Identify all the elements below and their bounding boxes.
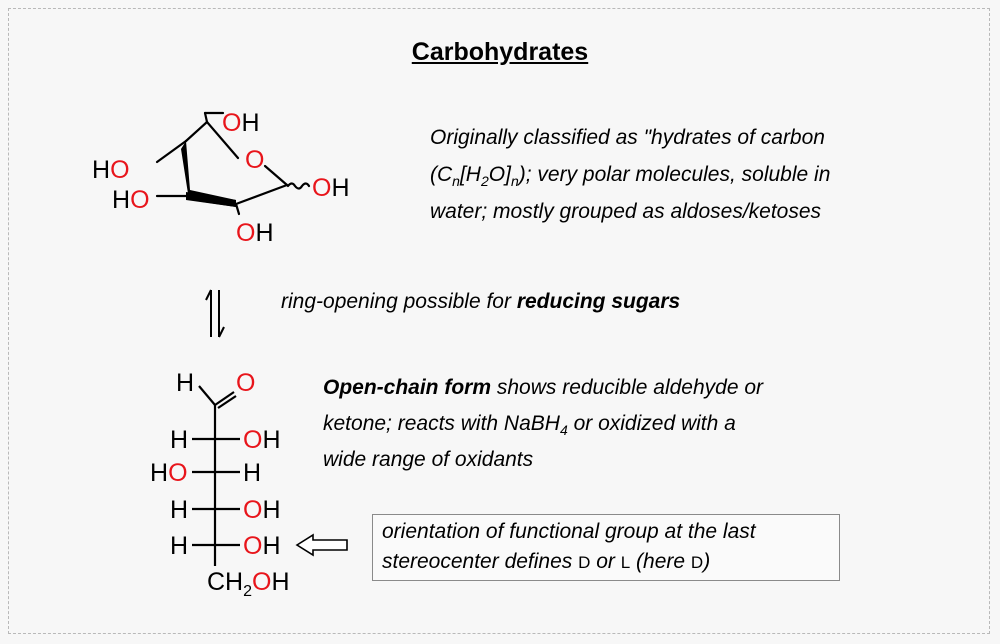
ring-c3-ho-label: HO <box>112 186 150 214</box>
fischer-c6-ch2oh: $CH_2OH$ <box>207 568 290 600</box>
fischer-c2-right: OH <box>243 426 281 454</box>
description-1-line3: water; mostly grouped as aldoses/ketoses <box>430 200 822 223</box>
description-2-line3: wide range of oxidants <box>323 448 534 471</box>
equilibrium-arrows <box>206 290 224 337</box>
diagram-title: Carbohydrates <box>411 38 589 66</box>
equilibrium-text: ring-opening possible for reducing sugars <box>281 290 681 313</box>
ring-ch2oh-label: OH <box>222 109 260 137</box>
ring-bold-bond <box>186 192 236 207</box>
ring-c4-ho-label: HO <box>92 156 130 184</box>
fischer-c5-left: H <box>170 532 189 560</box>
description-open-chain <box>323 370 883 478</box>
ring-oxygen-label: O <box>245 146 265 174</box>
fischer-c3-left: HO <box>150 459 188 487</box>
note-line1: orientation of functional group at the last <box>382 520 756 543</box>
ring-c2-oh-label: OH <box>236 219 274 247</box>
description-1-line1: Originally classified as "hydrates of carbon <box>430 126 825 149</box>
fischer-c4-left: H <box>170 496 189 524</box>
description-2-line1: Open-chain form shows reducible aldehyde or <box>323 376 764 399</box>
fischer-aldehyde-o: O <box>236 369 256 397</box>
fischer-projection <box>192 386 240 566</box>
description-hydrates <box>430 119 970 230</box>
fischer-c3-right: H <box>243 459 262 487</box>
note-line2: stereocenter defines D or L (here D) <box>382 550 711 573</box>
fischer-c5-right: OH <box>243 532 281 560</box>
note-box-text <box>382 517 840 578</box>
description-1-line2: $(C_n[H_2O]_n)$; very polar molecules, soluble in <box>430 163 831 190</box>
hollow-pointer-arrow <box>297 535 347 555</box>
fischer-c2-left: H <box>170 426 189 454</box>
ring-c1-oh-label: OH <box>312 174 350 202</box>
fischer-aldehyde-h: H <box>176 369 195 397</box>
fischer-c4-right: OH <box>243 496 281 524</box>
description-2-line2: ketone; reacts with NaBH$_4$ or oxidized with a <box>323 412 736 439</box>
